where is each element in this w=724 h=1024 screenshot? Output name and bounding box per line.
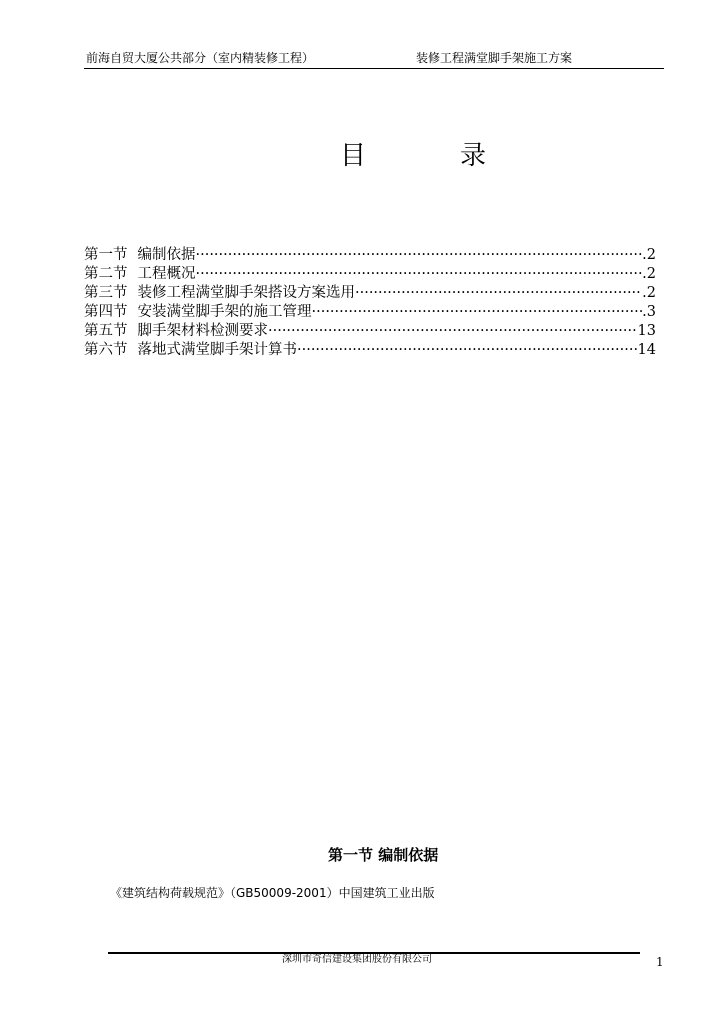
toc-entry[interactable]	[84, 265, 656, 284]
toc-entry-number: 第二节	[84, 266, 128, 282]
section-heading-text: 第一节 编制依据	[328, 846, 439, 864]
toc-entry-label: 安装满堂脚手架的施工管理	[137, 304, 312, 320]
page-header	[84, 48, 664, 69]
footer-company-name: 深圳市奇信建设集团股份有限公司	[282, 954, 432, 965]
toc-entry-label: 落地式满堂脚手架计算书	[137, 342, 297, 358]
toc-entry-number: 第四节	[84, 304, 128, 320]
toc-entry-label: 装修工程满堂脚手架搭设方案选用	[137, 285, 355, 301]
toc-title-char-1: 目	[340, 141, 367, 171]
toc-leader-dots	[268, 322, 638, 341]
toc-entry[interactable]	[84, 303, 656, 322]
toc-entry-page: 14	[637, 342, 656, 358]
toc-title-char-2: 录	[460, 141, 487, 171]
toc-entry[interactable]	[84, 284, 656, 303]
toc-entry-page: .2	[642, 285, 656, 301]
toc-leader-dots	[196, 246, 643, 265]
toc-title	[0, 138, 724, 174]
toc-entry-number: 第六节	[84, 342, 128, 358]
toc-leader-dots	[196, 265, 643, 284]
toc-entry-page: .3	[642, 304, 656, 320]
toc-entry-number: 第三节	[84, 285, 128, 301]
toc-entry[interactable]	[84, 341, 656, 360]
toc-entry-label: 脚手架材料检测要求	[137, 323, 268, 339]
basis-reference: 《建筑结构荷载规范》（GB50009-2001）中国建筑工业出版	[110, 886, 435, 900]
table-of-contents	[84, 246, 656, 360]
toc-entry[interactable]	[84, 322, 656, 341]
toc-leader-dots	[312, 303, 643, 322]
toc-entry-number: 第五节	[84, 323, 128, 339]
footer-page-number: 1	[656, 955, 664, 969]
toc-entry[interactable]	[84, 246, 656, 265]
toc-leader-dots	[297, 341, 638, 360]
toc-entry-label: 编制依据	[137, 247, 196, 263]
section-heading	[0, 842, 724, 868]
header-project-name: 前海自贸大厦公共部分（室内精装修工程）	[86, 51, 315, 65]
toc-leader-dots	[355, 284, 642, 303]
toc-entry-page: .2	[642, 247, 656, 263]
header-document-title: 装修工程满堂脚手架施工方案	[416, 51, 573, 65]
toc-entry-page: 13	[637, 323, 656, 339]
toc-entry-number: 第一节	[84, 247, 128, 263]
toc-entry-page: .2	[642, 266, 656, 282]
toc-entry-label: 工程概况	[137, 266, 196, 282]
